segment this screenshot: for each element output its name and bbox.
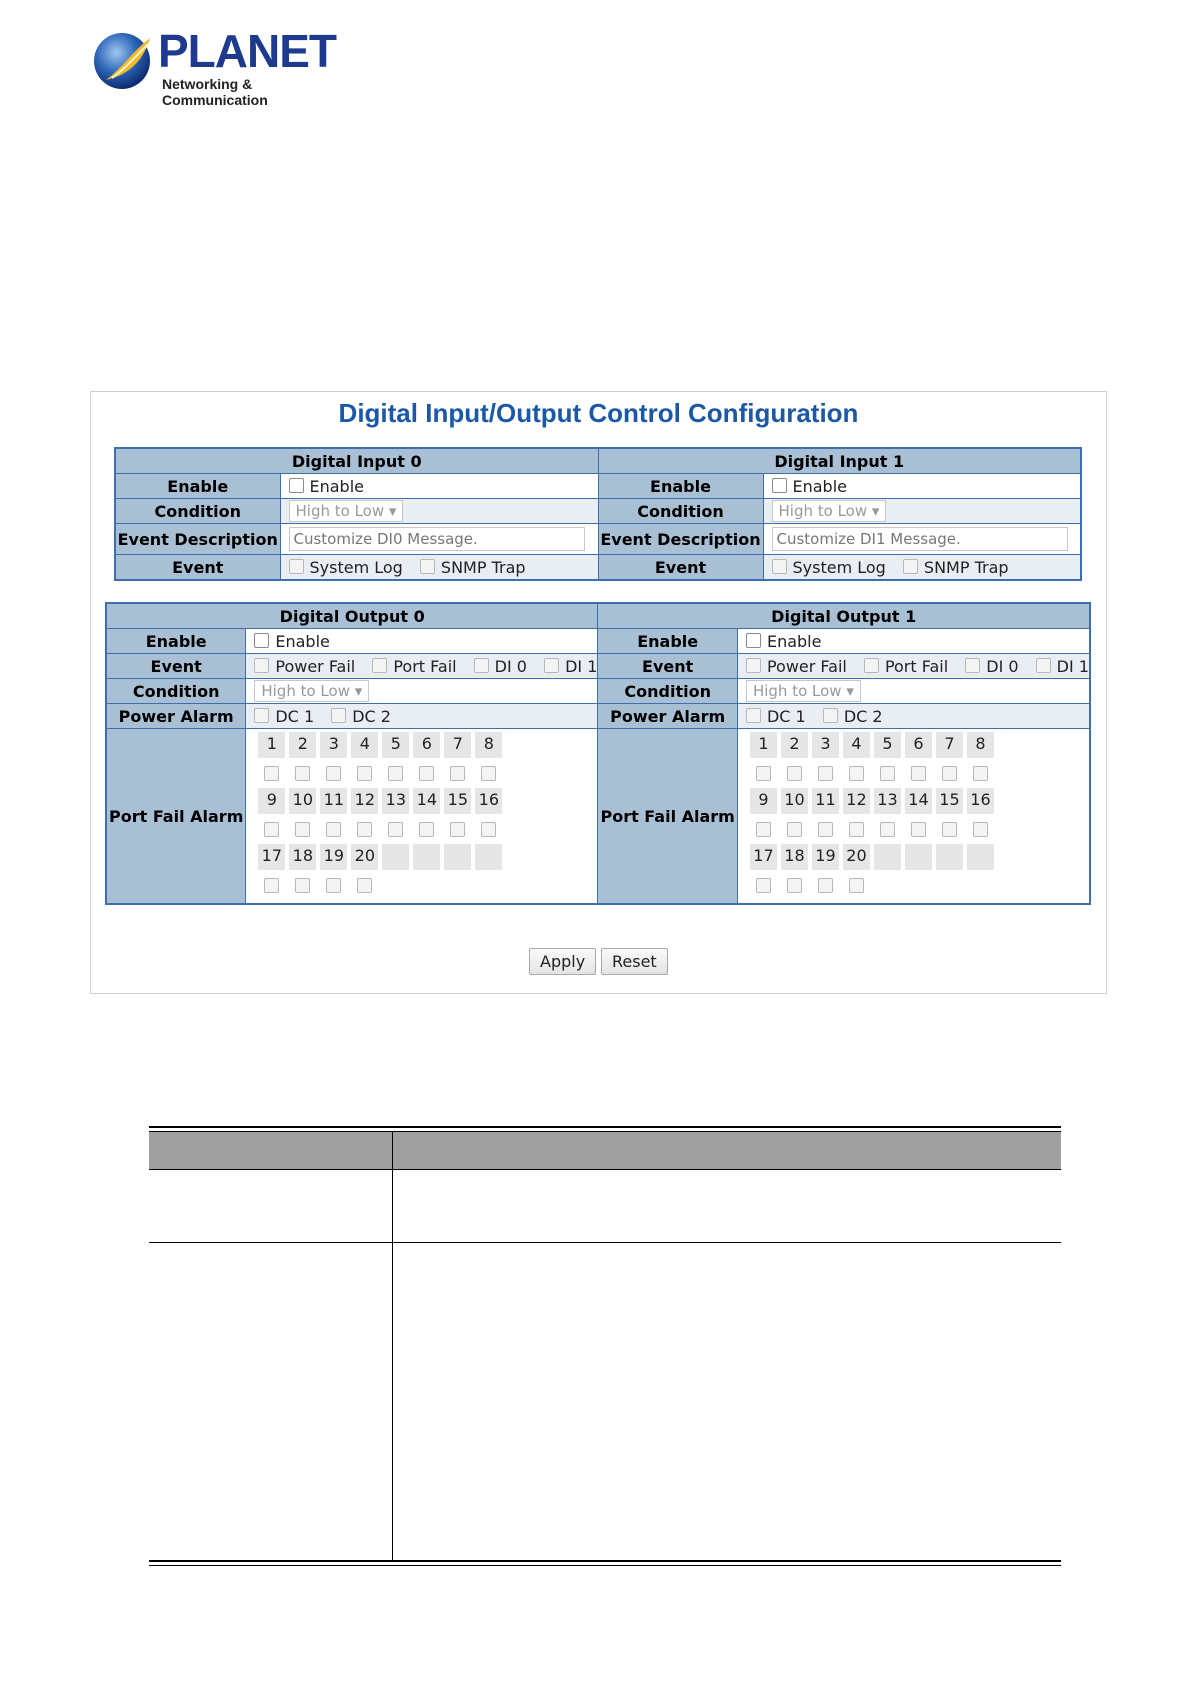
di0-enable-label: Enable: [115, 474, 280, 499]
di0-desc-input[interactable]: Customize DI0 Message.: [289, 527, 585, 551]
config-panel: [90, 391, 1107, 994]
port-checkbox-cell: [411, 759, 442, 787]
port-checkbox[interactable]: [849, 878, 864, 893]
port-checkbox-cell: [473, 759, 504, 787]
do1-enable-text: Enable: [766, 631, 822, 651]
port-empty-cell: [413, 844, 440, 870]
di0-snmp-text: SNMP Trap: [440, 557, 526, 577]
port-checkbox[interactable]: [295, 878, 310, 893]
do1-power: [737, 704, 1090, 729]
port-checkbox-cell: [934, 815, 965, 843]
table-header-row: [149, 1132, 1061, 1169]
di1-condition-select[interactable]: [772, 500, 887, 522]
port-checkbox-cell: [380, 815, 411, 843]
port-empty-cell: [936, 844, 963, 870]
page-title: Digital Input/Output Control Configuration: [338, 398, 859, 428]
do1-di1-checkbox[interactable]: [1036, 658, 1051, 673]
chevron-down-icon: ▾: [846, 682, 854, 700]
port-empty-cell: [444, 844, 471, 870]
di0-header: Digital Input 0: [115, 448, 598, 474]
port-checkbox[interactable]: [756, 822, 771, 837]
do1-enable-label: Enable: [598, 629, 738, 654]
table-row-divider: [149, 1169, 1061, 1170]
port-checkbox-cell: [841, 759, 872, 787]
port-number: 20: [843, 844, 870, 870]
di1-condition: [763, 499, 1081, 524]
port-checkbox[interactable]: [849, 822, 864, 837]
di1-snmp-text: SNMP Trap: [923, 557, 1009, 577]
table-bottom-rule: [149, 1560, 1061, 1566]
port-checkbox-cell: [349, 815, 380, 843]
di1-header: Digital Input 1: [598, 448, 1081, 474]
port-checkbox-cell: [318, 759, 349, 787]
port-number: 8: [967, 732, 994, 758]
do0-port-grid: [254, 729, 597, 903]
port-checkbox[interactable]: [264, 878, 279, 893]
do1-di0-text: DI 0: [986, 656, 1019, 676]
port-number: 11: [812, 788, 839, 814]
port-number: 3: [320, 732, 347, 758]
di1-condition-label: Condition: [598, 499, 763, 524]
port-number: 14: [413, 788, 440, 814]
do0-portfail-checkbox[interactable]: [372, 658, 387, 673]
chevron-down-icon: ▾: [354, 682, 363, 700]
port-checkbox-cell: [779, 759, 810, 787]
do0-event-label: Event: [106, 654, 246, 679]
chevron-down-icon: ▾: [871, 502, 880, 520]
port-checkbox[interactable]: [326, 766, 341, 781]
logo-brand: PLANET: [158, 25, 336, 77]
port-checkbox-cell: [872, 815, 903, 843]
port-number: 19: [812, 844, 839, 870]
port-checkbox[interactable]: [849, 766, 864, 781]
do0-condition: [246, 679, 598, 704]
port-empty-cell: [382, 844, 409, 870]
port-number: 11: [320, 788, 347, 814]
port-number: 9: [258, 788, 285, 814]
di0-desc-label: Event Description: [115, 524, 280, 555]
port-checkbox[interactable]: [388, 766, 403, 781]
port-checkbox[interactable]: [450, 766, 465, 781]
do0-enable-checkbox[interactable]: [254, 633, 269, 648]
port-number: 17: [258, 844, 285, 870]
globe-icon: [92, 28, 156, 92]
port-checkbox[interactable]: [419, 822, 434, 837]
port-number: 9: [750, 788, 777, 814]
port-checkbox[interactable]: [419, 766, 434, 781]
do0-dc2-checkbox[interactable]: [331, 708, 346, 723]
di0-syslog-text: System Log: [309, 557, 403, 577]
port-checkbox-cell: [810, 815, 841, 843]
port-checkbox[interactable]: [756, 878, 771, 893]
port-checkbox-cell: [903, 815, 934, 843]
port-empty-cell: [874, 844, 901, 870]
do0-power-label: Power Alarm: [106, 704, 246, 729]
port-number: 8: [475, 732, 502, 758]
di0-snmp-checkbox[interactable]: [420, 559, 435, 574]
do1-condition: [737, 679, 1090, 704]
di1-syslog-text: System Log: [792, 557, 886, 577]
do1-portfail-checkbox[interactable]: [864, 658, 879, 673]
port-number: 10: [781, 788, 808, 814]
do1-ports: [737, 729, 1090, 905]
di0-desc: [280, 524, 598, 555]
port-checkbox-cell: [318, 815, 349, 843]
port-checkbox-cell: [256, 871, 287, 899]
port-checkbox-cell: [349, 871, 380, 899]
do1-di0-checkbox[interactable]: [965, 658, 980, 673]
port-checkbox-cell: [872, 871, 903, 899]
port-number: 18: [781, 844, 808, 870]
port-checkbox-cell: [473, 871, 504, 899]
di1-snmp-checkbox[interactable]: [903, 559, 918, 574]
do0-header: Digital Output 0: [106, 603, 598, 629]
port-checkbox-cell: [903, 759, 934, 787]
port-checkbox-cell: [748, 759, 779, 787]
port-number: 18: [289, 844, 316, 870]
port-checkbox[interactable]: [481, 766, 496, 781]
port-checkbox-cell: [934, 759, 965, 787]
di1-desc: [763, 524, 1081, 555]
port-checkbox[interactable]: [326, 878, 341, 893]
apply-button[interactable]: Apply: [529, 948, 596, 975]
port-number: 12: [843, 788, 870, 814]
port-number: 5: [874, 732, 901, 758]
port-number: 6: [413, 732, 440, 758]
do1-dc1-text: DC 1: [766, 706, 806, 726]
reset-button[interactable]: Reset: [601, 948, 668, 975]
port-empty-cell: [967, 844, 994, 870]
port-checkbox-cell: [473, 815, 504, 843]
do1-enable: [737, 629, 1090, 654]
do0-port-label: Port Fail Alarm: [106, 729, 246, 905]
port-number: 4: [351, 732, 378, 758]
port-number: 7: [444, 732, 471, 758]
di0-condition-value: High to Low: [295, 502, 385, 520]
port-checkbox-cell: [256, 759, 287, 787]
port-checkbox[interactable]: [481, 822, 496, 837]
do1-event: [737, 654, 1090, 679]
di0-enable: [280, 474, 598, 499]
port-checkbox-cell: [841, 815, 872, 843]
logo-tagline: Networking & Communication: [162, 76, 268, 108]
do0-dc1-checkbox[interactable]: [254, 708, 269, 723]
port-checkbox-cell: [748, 871, 779, 899]
port-checkbox[interactable]: [787, 766, 802, 781]
planet-logo: [92, 25, 352, 108]
port-checkbox-cell: [841, 871, 872, 899]
do1-condition-value: High to Low: [752, 682, 842, 700]
port-checkbox-cell: [810, 759, 841, 787]
do0-di0-checkbox[interactable]: [474, 658, 489, 673]
digital-input-table: [114, 447, 1082, 581]
port-checkbox[interactable]: [818, 822, 833, 837]
do0-dc2-text: DC 2: [352, 706, 391, 726]
port-checkbox[interactable]: [264, 766, 279, 781]
do0-di1-checkbox[interactable]: [544, 658, 559, 673]
port-checkbox-cell: [256, 815, 287, 843]
port-checkbox-cell: [810, 871, 841, 899]
di1-desc-input[interactable]: Customize DI1 Message.: [772, 527, 1068, 551]
port-checkbox-cell: [287, 759, 318, 787]
do0-condition-value: High to Low: [261, 682, 350, 700]
do0-enable: [246, 629, 598, 654]
do1-enable-checkbox[interactable]: [746, 633, 761, 648]
port-checkbox-cell: [965, 759, 996, 787]
port-checkbox[interactable]: [357, 822, 372, 837]
do1-power-label: Power Alarm: [598, 704, 738, 729]
di1-desc-label: Event Description: [598, 524, 763, 555]
do0-condition-select[interactable]: [254, 680, 369, 702]
do0-di0-text: DI 0: [494, 656, 527, 676]
port-checkbox-cell: [442, 815, 473, 843]
di0-condition-label: Condition: [115, 499, 280, 524]
port-empty-cell: [905, 844, 932, 870]
port-checkbox[interactable]: [973, 766, 988, 781]
port-number: 4: [843, 732, 870, 758]
port-checkbox[interactable]: [787, 878, 802, 893]
do1-condition-select[interactable]: [746, 680, 861, 702]
port-number: 16: [967, 788, 994, 814]
do0-event: [246, 654, 598, 679]
port-checkbox-cell: [318, 871, 349, 899]
port-number: 17: [750, 844, 777, 870]
di0-enable-checkbox[interactable]: [289, 478, 304, 493]
port-checkbox[interactable]: [818, 878, 833, 893]
do1-condition-label: Condition: [598, 679, 738, 704]
do1-powerfail-text: Power Fail: [766, 656, 847, 676]
port-checkbox-cell: [903, 871, 934, 899]
port-number: 14: [905, 788, 932, 814]
do0-ports: [246, 729, 598, 905]
port-number: 12: [351, 788, 378, 814]
port-checkbox[interactable]: [973, 822, 988, 837]
di0-enable-text: Enable: [309, 476, 364, 496]
port-checkbox[interactable]: [818, 766, 833, 781]
port-number: 2: [289, 732, 316, 758]
port-number: 2: [781, 732, 808, 758]
do1-di1-text: DI 1: [1056, 656, 1089, 676]
port-checkbox[interactable]: [880, 822, 895, 837]
do1-portfail-text: Port Fail: [884, 656, 949, 676]
port-number: 6: [905, 732, 932, 758]
port-checkbox-cell: [442, 759, 473, 787]
port-number: 15: [936, 788, 963, 814]
port-checkbox-cell: [442, 871, 473, 899]
do1-port-label: Port Fail Alarm: [598, 729, 738, 905]
do0-condition-label: Condition: [106, 679, 246, 704]
port-checkbox[interactable]: [357, 878, 372, 893]
do0-power: [246, 704, 598, 729]
chevron-down-icon: ▾: [388, 502, 397, 520]
port-number: 20: [351, 844, 378, 870]
port-checkbox-cell: [380, 759, 411, 787]
port-checkbox[interactable]: [326, 822, 341, 837]
port-checkbox-cell: [287, 815, 318, 843]
port-number: 13: [382, 788, 409, 814]
port-checkbox[interactable]: [942, 822, 957, 837]
do1-powerfail-checkbox[interactable]: [746, 658, 761, 673]
port-checkbox[interactable]: [450, 822, 465, 837]
do1-event-label: Event: [598, 654, 738, 679]
port-checkbox-cell: [779, 815, 810, 843]
port-checkbox[interactable]: [756, 766, 771, 781]
di1-enable: [763, 474, 1081, 499]
port-checkbox-cell: [411, 815, 442, 843]
port-checkbox-cell: [779, 871, 810, 899]
do1-dc2-text: DC 2: [843, 706, 883, 726]
di1-enable-text: Enable: [792, 476, 847, 496]
port-number: 16: [475, 788, 502, 814]
digital-output-table: [105, 602, 1091, 905]
table-column-divider: [392, 1132, 393, 1560]
di1-syslog-checkbox[interactable]: [772, 559, 787, 574]
port-checkbox-cell: [748, 815, 779, 843]
di1-event: [763, 555, 1081, 581]
di1-condition-value: High to Low: [778, 502, 868, 520]
do0-enable-label: Enable: [106, 629, 246, 654]
port-number: 1: [258, 732, 285, 758]
port-checkbox[interactable]: [787, 822, 802, 837]
port-checkbox-cell: [934, 871, 965, 899]
port-checkbox[interactable]: [911, 766, 926, 781]
do0-enable-text: Enable: [275, 631, 330, 651]
di0-syslog-checkbox[interactable]: [289, 559, 304, 574]
port-checkbox-cell: [411, 871, 442, 899]
do1-dc2-checkbox[interactable]: [823, 708, 838, 723]
port-checkbox[interactable]: [388, 822, 403, 837]
port-checkbox-cell: [965, 815, 996, 843]
port-checkbox-cell: [287, 871, 318, 899]
port-checkbox[interactable]: [295, 766, 310, 781]
do0-portfail-text: Port Fail: [393, 656, 457, 676]
do1-port-grid: [746, 729, 1089, 903]
port-number: 7: [936, 732, 963, 758]
di0-event-label: Event: [115, 555, 280, 581]
di1-enable-label: Enable: [598, 474, 763, 499]
port-number: 10: [289, 788, 316, 814]
di0-event: [280, 555, 598, 581]
port-number: 13: [874, 788, 901, 814]
do0-di1-text: DI 1: [565, 656, 598, 676]
port-checkbox[interactable]: [880, 766, 895, 781]
di1-enable-checkbox[interactable]: [772, 478, 787, 493]
di0-condition-select[interactable]: [289, 500, 404, 522]
do1-header: Digital Output 1: [598, 603, 1090, 629]
do0-powerfail-checkbox[interactable]: [254, 658, 269, 673]
port-number: 5: [382, 732, 409, 758]
do0-dc1-text: DC 1: [275, 706, 315, 726]
port-checkbox-cell: [872, 759, 903, 787]
port-checkbox-cell: [965, 871, 996, 899]
table-row-divider: [149, 1242, 1061, 1243]
port-checkbox-cell: [380, 871, 411, 899]
port-checkbox[interactable]: [911, 822, 926, 837]
di1-event-label: Event: [598, 555, 763, 581]
do0-powerfail-text: Power Fail: [275, 656, 356, 676]
di0-condition: [280, 499, 598, 524]
port-checkbox[interactable]: [264, 822, 279, 837]
port-number: 19: [320, 844, 347, 870]
do1-dc1-checkbox[interactable]: [746, 708, 761, 723]
port-number: 1: [750, 732, 777, 758]
port-checkbox[interactable]: [295, 822, 310, 837]
port-empty-cell: [475, 844, 502, 870]
port-checkbox[interactable]: [942, 766, 957, 781]
port-checkbox-cell: [349, 759, 380, 787]
port-checkbox[interactable]: [357, 766, 372, 781]
port-number: 3: [812, 732, 839, 758]
port-number: 15: [444, 788, 471, 814]
